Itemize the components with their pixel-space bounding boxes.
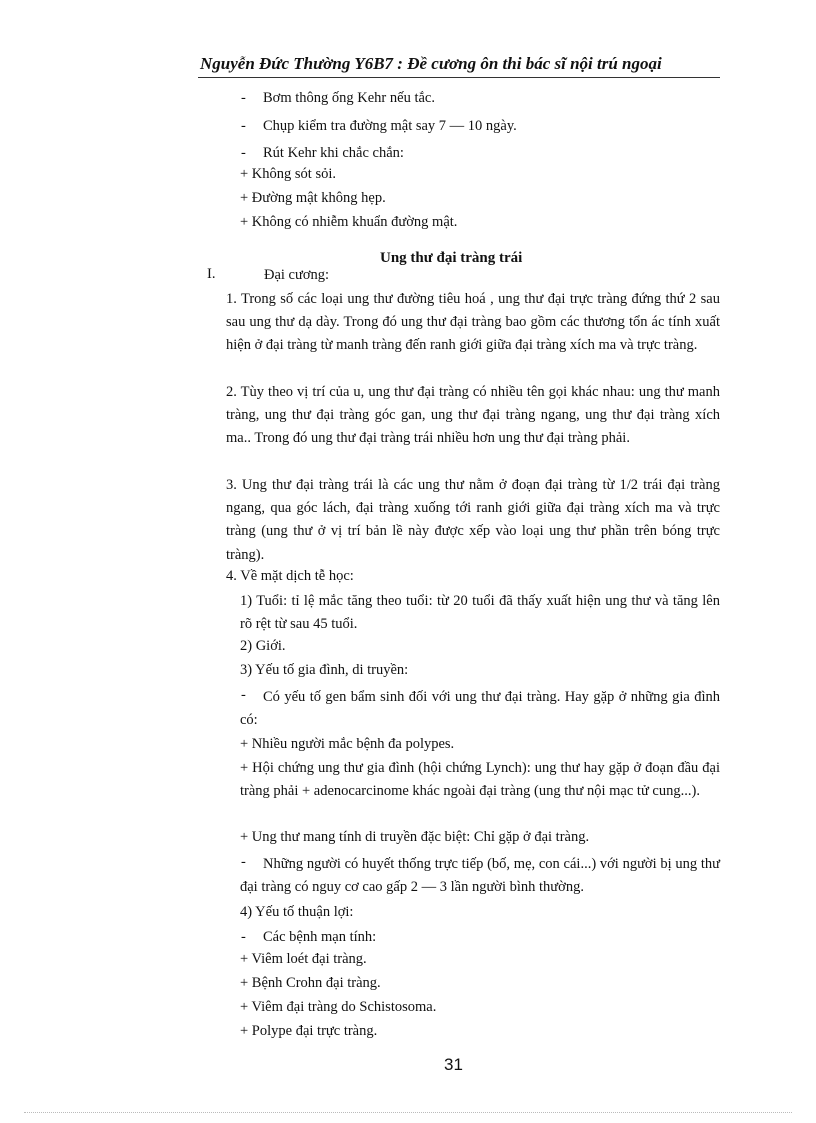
page-number: 31: [444, 1055, 463, 1074]
list-item: Rút Kehr khi chắc chắn:: [263, 145, 404, 161]
paragraph-1: 1. Trong số các loại ung thư đường tiêu hoá , ung thư đại trực tràng đứng thứ 2 sau sau ung thư dạ dày. Trong đó ung thư đại tràng bao gồm các thương tổn ác tính xuất hiện ở đại tràng từ manh tràng đến ranh giới giữa đại tràng xích ma và trực tràng.: [226, 291, 720, 354]
favorable-heading: 4) Yếu tố thuận lợi:: [240, 904, 354, 920]
paragraph-2: 2. Tùy theo vị trí của u, ung thư đại tràng có nhiều tên gọi khác nhau: ung thư manh tràng, ung thư đại tràng góc gan, ung thư đại tràng ngang, ung thư đại tràng xích ma.. Trong đó ung thư đại tràng trái nhiều hơn ung thư đại tràng phải.: [226, 384, 720, 447]
list-marker: -: [241, 929, 246, 945]
list-item: + Không có nhiễm khuẩn đường mật.: [240, 214, 458, 230]
list-marker: -: [241, 90, 246, 106]
section-heading: Đại cương:: [264, 267, 330, 283]
list-item: Bơm thông ống Kehr nếu tắc.: [263, 90, 435, 106]
sub-item-gender: 2) Giới.: [240, 638, 286, 654]
section-roman-numeral: I.: [207, 266, 216, 282]
paragraph-4-heading: 4. Về mặt dịch tễ học:: [226, 568, 354, 584]
list-marker: -: [241, 687, 246, 703]
list-marker: -: [241, 118, 246, 134]
list-item: Chụp kiểm tra đường mật say 7 — 10 ngày.: [263, 118, 517, 134]
sub-item-age: 1) Tuổi: tỉ lệ mắc tăng theo tuổi: từ 20 tuổi đã thấy xuất hiện ung thư và tăng lên rõ rệt từ sau 45 tuổi.: [240, 593, 720, 633]
section-title: Ung thư đại tràng trái: [380, 250, 523, 266]
list-marker: -: [241, 145, 246, 161]
genetic-plus-1: + Nhiều người mắc bệnh đa polypes.: [240, 736, 455, 752]
genetic-plus-2: + Hội chứng ung thư gia đình (hội chứng Lynch): ung thư hay gặp ở đoạn đầu đại tràng phải + adenocarcinome khác ngoài đại tràng (ung thư nội mạc tử cung...).: [240, 760, 720, 800]
footer-rule: [24, 1112, 792, 1113]
genetic-relatives-text: Những người có huyết thống trực tiếp (bố, mẹ, con cái...) với người bị ung thư đại tràng có nguy cơ cao gấp 2 — 3 lần người bình thường.: [240, 856, 720, 896]
favorable-item: + Viêm loét đại tràng.: [240, 951, 367, 967]
favorable-item: + Polype đại trực tràng.: [240, 1023, 378, 1039]
paragraph-3: 3. Ung thư đại tràng trái là các ung thư nằm ở đoạn đại tràng từ 1/2 trái đại tràng ngang, qua góc lách, đại tràng xuống tới ranh giới giữa đại tràng xích ma và trực tràng (ung thư ở vị trí bản lề này được xếp vào loại ung thư phần trên bóng trực tràng).: [226, 477, 720, 563]
page-header-title: Nguyễn Đức Thường Y6B7 : Đề cương ôn thi bác sĩ nội trú ngoại: [200, 54, 662, 73]
genetic-plus-3: + Ung thư mang tính di truyền đặc biệt: Chỉ gặp ở đại tràng.: [240, 829, 590, 845]
favorable-dash-text: Các bệnh mạn tính:: [263, 929, 377, 945]
sub-item-genetics: 3) Yếu tố gia đình, di truyền:: [240, 662, 409, 678]
favorable-item: + Viêm đại tràng do Schistosoma.: [240, 999, 437, 1015]
list-marker: -: [241, 854, 246, 870]
favorable-item: + Bệnh Crohn đại tràng.: [240, 975, 381, 991]
list-item: + Không sót sỏi.: [240, 166, 336, 182]
header-rule: [198, 77, 720, 78]
genetic-text: Có yếu tố gen bẩm sinh đối với ung thư đại tràng. Hay gặp ở những gia đình có:: [240, 689, 720, 729]
list-item: + Đường mật không hẹp.: [240, 190, 386, 206]
